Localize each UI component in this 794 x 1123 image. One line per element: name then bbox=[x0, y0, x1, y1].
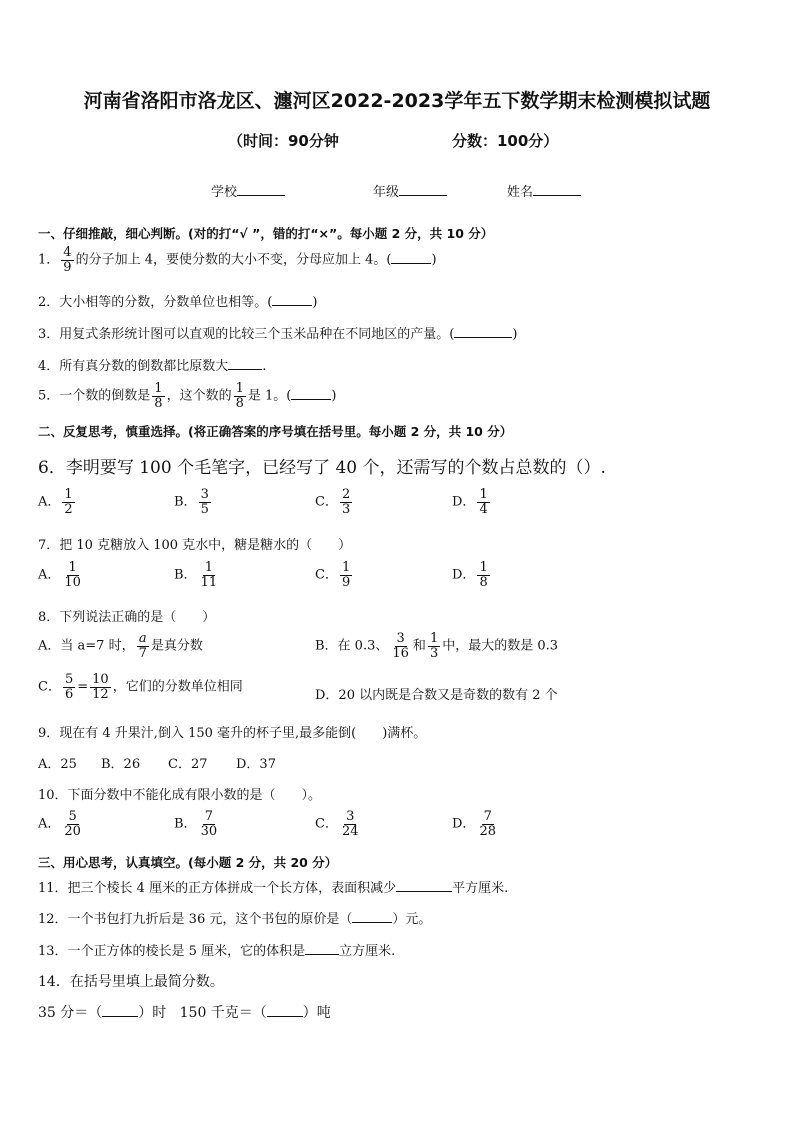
question-2: 2．大小相等的分数，分数单位也相等。( ) bbox=[38, 295, 318, 310]
question-3: 3．用复式条形统计图可以直观的比较三个玉米品种在不同地区的产量。( ) bbox=[38, 327, 518, 342]
question-7: 7．把 10 克糖放入 100 克水中，糖是糖水的（ ） bbox=[38, 538, 352, 553]
answer-blank[interactable] bbox=[102, 1004, 138, 1017]
question-8: 8．下列说法正确的是（ ） bbox=[38, 610, 216, 625]
q10-option-c[interactable]: C． $\frac{3}{24}$ bbox=[315, 809, 359, 839]
name-blank[interactable] bbox=[533, 195, 581, 196]
question-12: 12．一个书包打九折后是 36 元，这个书包的原价是（ ）元。 bbox=[38, 912, 432, 927]
fraction: $\frac{1}{8}$ bbox=[235, 381, 244, 411]
school-blank[interactable] bbox=[237, 195, 285, 196]
section-1-heading: 一、仔细推敲，细心判断。(对的打“√ ”，错的打“×”。每小题 2 分，共 10 分） bbox=[38, 226, 494, 241]
name-label: 姓名 bbox=[507, 185, 534, 200]
answer-blank[interactable] bbox=[228, 357, 262, 370]
question-9: 9．现在有 4 升果汁,倒入 150 毫升的杯子里,最多能倒( )满杯。 bbox=[38, 726, 427, 741]
section-3-heading: 三、用心思考，认真填空。(每小题 2 分，共 20 分） bbox=[38, 855, 338, 870]
question-1: 1． $\frac{4}{9}$ 的分子加上 4，要使分数的大小不变，分母应加上 4。( ) bbox=[38, 245, 437, 275]
answer-blank[interactable] bbox=[267, 1004, 303, 1017]
answer-blank[interactable] bbox=[352, 910, 392, 923]
answer-blank[interactable] bbox=[291, 387, 331, 400]
answer-blank[interactable] bbox=[391, 251, 431, 264]
q9-option-a[interactable]: A．25 bbox=[38, 757, 77, 772]
q10-option-a[interactable]: A． $\frac{5}{20}$ bbox=[38, 809, 81, 839]
answer-blank[interactable] bbox=[454, 325, 512, 338]
question-4: 4．所有真分数的倒数都比原数大 . bbox=[38, 359, 267, 374]
q9-option-d[interactable]: D．37 bbox=[236, 757, 276, 772]
question-13: 13．一个正方体的棱长是 5 厘米，它的体积是 立方厘米. bbox=[38, 944, 396, 959]
fraction: $\frac{1}{8}$ bbox=[154, 381, 163, 411]
q9-option-c[interactable]: C．27 bbox=[168, 757, 208, 772]
answer-blank[interactable] bbox=[396, 879, 452, 892]
question-6: 6．李明要写 100 个毛笔字，已经写了 40 个，还需写的个数占总数的（）. bbox=[38, 458, 606, 478]
q9-option-b[interactable]: B．26 bbox=[101, 757, 141, 772]
exam-time: （时间：90分钟 bbox=[228, 132, 339, 150]
q6-option-c[interactable]: C． $\frac{2}{3}$ bbox=[315, 487, 351, 517]
q6-option-b[interactable]: B． $\frac{3}{5}$ bbox=[174, 487, 209, 517]
q6-option-d[interactable]: D． $\frac{1}{4}$ bbox=[452, 487, 488, 517]
question-14-items: 35 分＝（ ）时 150 千克＝（ ）吨 bbox=[38, 1005, 331, 1021]
name-field bbox=[507, 181, 581, 200]
q8-option-b[interactable]: B．在 0.3、 $\frac{3}{16}$ 和 $\frac{1}{3}$ 中，最大的数是 0.3 bbox=[315, 631, 559, 661]
q10-option-d[interactable]: D． $\frac{7}{28}$ bbox=[452, 809, 496, 839]
answer-blank[interactable] bbox=[272, 293, 312, 306]
q8-option-a[interactable]: A．当 a=7 时， $\frac{a}{7}$ 是真分数 bbox=[38, 631, 203, 661]
question-11: 11．把三个棱长 4 厘米的正方体拼成一个长方体，表面积减少 平方厘米. bbox=[38, 881, 509, 896]
school-label: 学校 bbox=[211, 185, 238, 200]
grade-field bbox=[373, 181, 447, 200]
question-14: 14．在括号里填上最简分数。 bbox=[38, 974, 224, 990]
question-10: 10．下面分数中不能化成有限小数的是（ ）。 bbox=[38, 788, 322, 803]
grade-blank[interactable] bbox=[399, 195, 447, 196]
q8-option-d[interactable]: D．20 以内既是合数又是奇数的数有 2 个 bbox=[315, 688, 558, 703]
q8-option-c[interactable]: C． $\frac{5}{6}$ = $\frac{10}{12}$ ，它们的分数单位相同 bbox=[38, 672, 243, 702]
grade-label: 年级 bbox=[373, 185, 400, 200]
page-title: 河南省洛阳市洛龙区、瀍河区2022-2023学年五下数学期末检测模拟试题 bbox=[83, 90, 711, 112]
q10-option-b[interactable]: B． $\frac{7}{30}$ bbox=[174, 809, 218, 839]
q7-option-b[interactable]: B． $\frac{1}{11}$ bbox=[174, 560, 218, 590]
q6-option-a[interactable]: A． $\frac{1}{2}$ bbox=[38, 487, 73, 517]
q7-option-a[interactable]: A． $\frac{1}{10}$ bbox=[38, 560, 81, 590]
section-2-heading: 二、反复思考，慎重选择。(将正确答案的序号填在括号里。每小题 2 分，共 10 分） bbox=[38, 424, 513, 439]
fraction: $\frac{4}{9}$ bbox=[63, 245, 72, 275]
answer-blank[interactable] bbox=[305, 942, 339, 955]
q7-option-c[interactable]: C． $\frac{1}{9}$ bbox=[315, 560, 351, 590]
school-field bbox=[211, 181, 285, 200]
q7-option-d[interactable]: D． $\frac{1}{8}$ bbox=[452, 560, 488, 590]
exam-score: 分数：100分） bbox=[452, 132, 559, 150]
question-5: 5．一个数的倒数是 $\frac{1}{8}$ ，这个数的 $\frac{1}{8}$ 是 1。( ) bbox=[38, 381, 337, 411]
